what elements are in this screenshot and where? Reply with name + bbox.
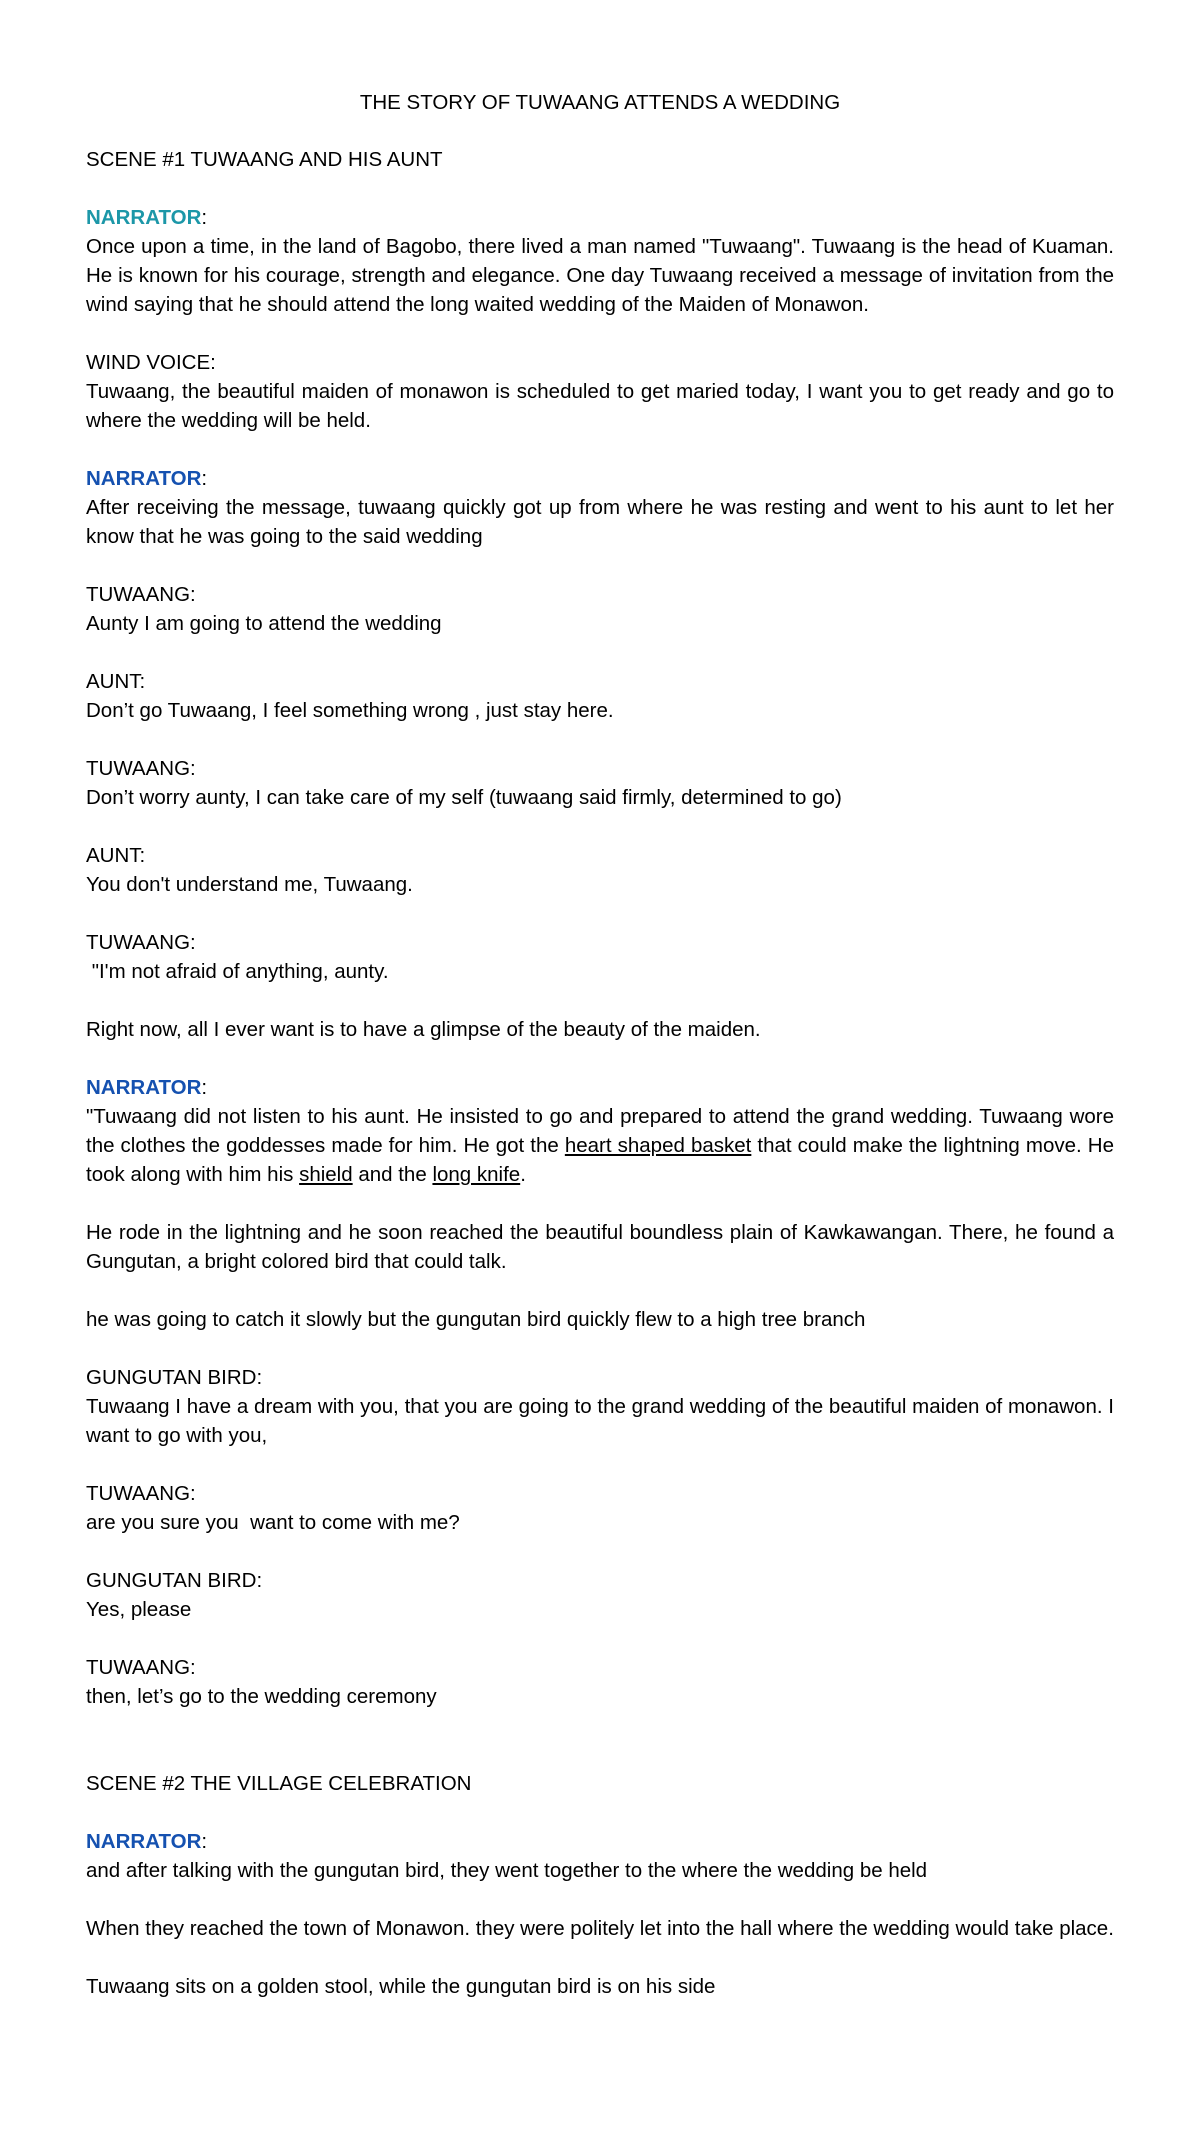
tuwaang-block-3	[86, 928, 1114, 986]
scene-heading-2: SCENE #2 THE VILLAGE CELEBRATION	[86, 1772, 472, 1795]
underlined-term-shield: shield	[299, 1163, 353, 1186]
dialogue-text: "I'm not afraid of anything, aunty.	[86, 960, 389, 983]
narrator-label: NARRATOR	[86, 467, 202, 490]
tuwaang-block-5	[86, 1653, 1114, 1711]
dialogue-text: and after talking with the gungutan bird, they went together to the where the wedding be held	[86, 1859, 928, 1882]
underlined-term-basket: heart shaped basket	[564, 1134, 752, 1157]
paragraph: Right now, all I ever want is to have a glimpse of the beauty of the maiden.	[86, 1018, 761, 1041]
tuwaang-block-4	[86, 1479, 1114, 1537]
speaker-label	[86, 1073, 1114, 1102]
dialogue-text: Aunty I am going to attend the wedding	[86, 612, 442, 635]
speaker-label: TUWAANG:	[86, 1482, 196, 1505]
narrator-block-3	[86, 1073, 1114, 1189]
dialogue-text: Don’t worry aunty, I can take care of my self (tuwaang said firmly, determined to go)	[86, 786, 842, 809]
text-run: that could make the lightning move. He took along with him his	[86, 1134, 1114, 1186]
text-run: and the	[352, 1163, 433, 1186]
speaker-label: TUWAANG:	[86, 583, 196, 606]
dialogue-text: then, let’s go to the wedding ceremony	[86, 1685, 437, 1708]
speaker-label: GUNGUTAN BIRD:	[86, 1366, 263, 1389]
speaker-label	[86, 464, 1114, 493]
paragraph: He rode in the lightning and he soon reached the beautiful boundless plain of Kawkawangan. There, he found a Gungutan, a bright colored bird that could talk.	[86, 1221, 1114, 1273]
dialogue-text: Once upon a time, in the land of Bagobo, there lived a man named "Tuwaang". Tuwaang is the head of Kuaman. He is known for his courage, strength and elegance. One day Tuwaang received a message of invitation from the wind saying that he should attend the long waited wedding of the Maiden of Monawon.	[86, 235, 1114, 316]
speaker-label: GUNGUTAN BIRD:	[86, 1569, 263, 1592]
speaker-colon: :	[201, 467, 208, 490]
aunt-block-2	[86, 841, 1114, 899]
narrator-label: NARRATOR	[86, 1830, 202, 1853]
speaker-label: AUNT:	[86, 670, 146, 693]
text-run: .	[520, 1163, 526, 1186]
dialogue-text: You don't understand me, Tuwaang.	[86, 873, 413, 896]
dialogue-text: Tuwaang I have a dream with you, that you are going to the grand wedding of the beautiful maiden of monawon. I want to go with you,	[86, 1395, 1114, 1447]
narrator-block-4	[86, 1827, 1114, 1885]
scene-heading-1: SCENE #1 TUWAANG AND HIS AUNT	[86, 148, 443, 171]
narrator-label: NARRATOR	[86, 206, 202, 229]
wind-voice-block	[86, 348, 1114, 435]
aunt-block-1	[86, 667, 1114, 725]
speaker-label: AUNT:	[86, 844, 146, 867]
tuwaang-block-2	[86, 754, 1114, 812]
speaker-label: WIND VOICE:	[86, 351, 216, 374]
paragraph: he was going to catch it slowly but the gungutan bird quickly flew to a high tree branch	[86, 1308, 866, 1331]
speaker-label	[86, 203, 1114, 232]
paragraph: When they reached the town of Monawon. they were politely let into the hall where the wedding would take place.	[86, 1917, 1114, 1940]
narrator-block-2	[86, 464, 1114, 551]
narrator-block-1	[86, 203, 1114, 319]
narrator-label: NARRATOR	[86, 1076, 202, 1099]
text-run: "Tuwaang did not listen to his aunt. He insisted to go and prepared to attend the grand wedding. Tuwaang wore the clothes the goddesses made for him. He got the	[86, 1105, 1114, 1157]
speaker-label: TUWAANG:	[86, 1656, 196, 1679]
dialogue-text: Tuwaang, the beautiful maiden of monawon is scheduled to get maried today, I want you to get ready and go to where the wedding will be held.	[86, 380, 1114, 432]
underlined-term-knife: long knife	[432, 1163, 521, 1186]
gungutan-block-2	[86, 1566, 1114, 1624]
document-title: THE STORY OF TUWAANG ATTENDS A WEDDING	[359, 91, 841, 114]
dialogue-text: are you sure you want to come with me?	[86, 1511, 460, 1534]
speaker-label	[86, 1827, 1114, 1856]
speaker-colon: :	[201, 1830, 208, 1853]
dialogue-text: After receiving the message, tuwaang quickly got up from where he was resting and went to his aunt to let her know that he was going to the said wedding	[86, 496, 1114, 548]
speaker-colon: :	[201, 1076, 208, 1099]
dialogue-text: Yes, please	[86, 1598, 192, 1621]
speaker-label: TUWAANG:	[86, 931, 196, 954]
speaker-colon: :	[201, 206, 208, 229]
dialogue-text: Don’t go Tuwaang, I feel something wrong , just stay here.	[86, 699, 614, 722]
dialogue-text	[86, 1102, 1114, 1189]
speaker-label: TUWAANG:	[86, 757, 196, 780]
gungutan-block-1	[86, 1363, 1114, 1450]
tuwaang-block-1	[86, 580, 1114, 638]
paragraph: Tuwaang sits on a golden stool, while the gungutan bird is on his side	[86, 1975, 716, 1998]
